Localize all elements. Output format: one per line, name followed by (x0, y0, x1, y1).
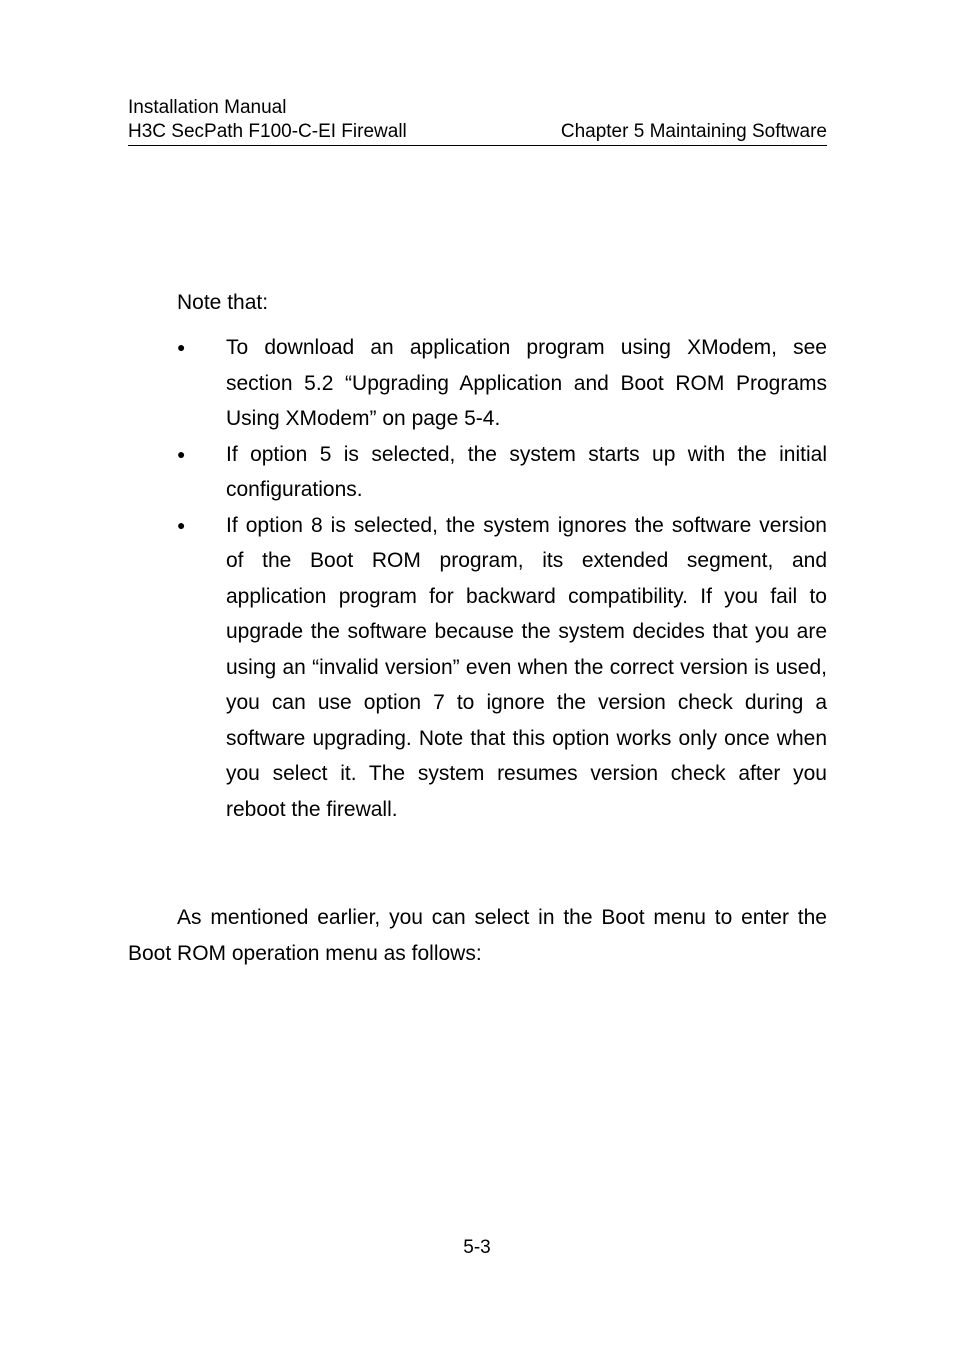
note-label: Note that: (177, 291, 269, 314)
list-item (177, 330, 827, 437)
bullet-text: If option 8 is selected, the system ignores the software version of the Boot ROM program, its extended segment, and application program for backward compatibility. If you fail to upgrade the software because the system decides that you are using an “invalid version” even when the correct version is used, you can use option 7 to ignore the version check during a software upgrading. Note that this option works only once when you select it. The system resumes version check after you reboot the firewall. (226, 513, 827, 821)
body-paragraph: As mentioned earlier, you can select in the Boot menu to enter the Boot ROM operation menu as follows: (128, 906, 827, 965)
list-item (177, 437, 827, 508)
page-number: 5-3 (463, 1237, 491, 1258)
bullet-text: If option 5 is selected, the system starts up with the initial configurations. (226, 442, 827, 501)
chapter-title: Chapter 5 Maintaining Software (560, 121, 827, 142)
bullet-text: To download an application program using XModem, see section 5.2 “Upgrading Application and Boot ROM Programs Using XModem” on page 5-4. (226, 336, 827, 430)
list-item (177, 508, 827, 828)
bullet-icon: ● (177, 445, 186, 462)
product-name: H3C SecPath F100-C-EI Firewall (128, 121, 407, 142)
bullet-icon: ● (177, 516, 186, 533)
page-header (128, 96, 827, 146)
header-rule-line (128, 120, 827, 146)
bullet-icon: ● (177, 339, 186, 355)
manual-title: Installation Manual (128, 97, 287, 118)
note-bullet-list (177, 330, 827, 827)
